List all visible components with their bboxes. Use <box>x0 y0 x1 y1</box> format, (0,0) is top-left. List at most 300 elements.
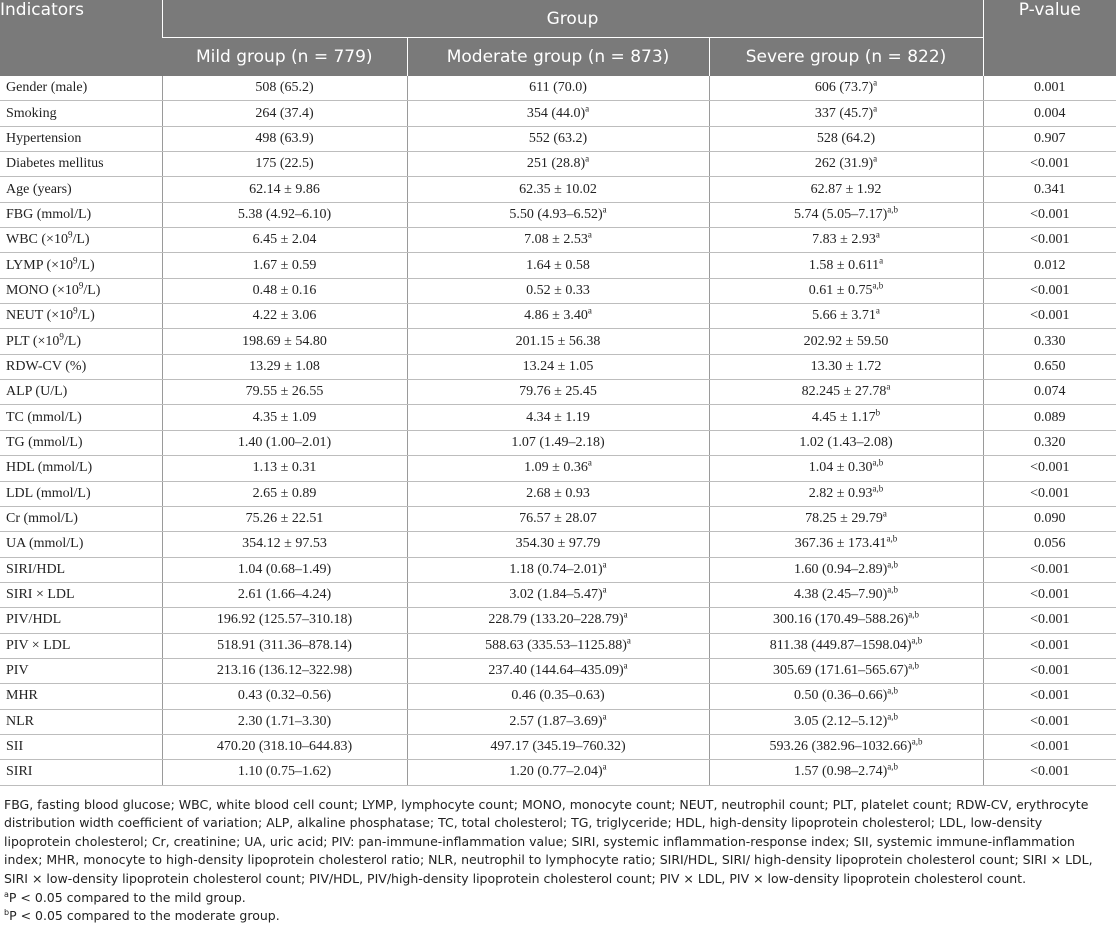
table-row <box>0 152 1116 177</box>
moderate-value: 611 (70.0) <box>529 80 587 96</box>
p-value-cell <box>983 506 1116 531</box>
severe-value: 5.66 ± 3.71 <box>812 308 876 324</box>
indicator-unit: /L) <box>63 333 82 349</box>
moderate-value: 4.34 ± 1.19 <box>526 409 590 425</box>
severe-value: 4.38 (2.45–7.90) <box>793 587 888 603</box>
mild-value-cell <box>162 354 407 379</box>
footnote-b-text: P < 0.05 compared to the moderate group. <box>9 908 280 924</box>
p-value: <0.001 <box>1030 308 1070 324</box>
indicator-cell <box>0 202 162 227</box>
mild-value-cell <box>162 456 407 481</box>
indicator-cell <box>0 329 162 354</box>
indicator-cell <box>0 582 162 607</box>
indicator-cell <box>0 608 162 633</box>
table-row <box>0 76 1116 101</box>
indicator-cell <box>0 228 162 253</box>
moderate-value: 0.52 ± 0.33 <box>526 282 590 298</box>
severe-value-cell <box>709 481 983 506</box>
severe-value: 4.45 ± 1.17 <box>811 409 876 425</box>
significance-mark: a,b <box>872 280 884 291</box>
indicator-label: UA (mmol/L) <box>6 536 84 552</box>
mild-value: 1.10 (0.75–1.62) <box>237 764 332 780</box>
table-row <box>0 278 1116 303</box>
header-mild-group: Mild group (n = 779) <box>162 38 407 77</box>
indicator-cell <box>0 557 162 582</box>
indicator-label: FBG (mmol/L) <box>6 206 92 222</box>
indicator-label: PLT (×10 <box>6 333 60 349</box>
severe-value-cell <box>709 430 983 455</box>
moderate-value: 1.07 (1.49–2.18) <box>511 434 605 450</box>
indicator-cell <box>0 633 162 658</box>
p-value-cell <box>983 304 1116 329</box>
severe-value-cell <box>709 228 983 253</box>
significance-mark: a <box>623 660 628 671</box>
moderate-value: 2.68 ± 0.93 <box>526 485 590 501</box>
severe-value-cell <box>709 76 983 101</box>
p-value-cell <box>983 430 1116 455</box>
p-value-cell <box>983 152 1116 177</box>
significance-mark: a <box>879 254 884 265</box>
p-value: <0.001 <box>1030 688 1070 704</box>
indicator-label: MHR <box>6 688 38 704</box>
p-value: <0.001 <box>1030 612 1070 628</box>
indicator-label: Hypertension <box>6 130 82 146</box>
indicator-exponent: 9 <box>67 229 73 240</box>
significance-mark: a <box>873 153 878 164</box>
mild-value-cell <box>162 202 407 227</box>
table-row <box>0 101 1116 126</box>
indicator-unit: /L) <box>77 308 95 324</box>
significance-mark: a,b <box>872 457 884 468</box>
header-group: Group <box>162 0 983 38</box>
significance-mark: a,b <box>872 483 884 494</box>
indicator-unit: /L) <box>72 232 90 248</box>
severe-value: 305.69 (171.61–565.67) <box>772 663 909 679</box>
moderate-value-cell <box>407 456 709 481</box>
moderate-value: 354 (44.0) <box>526 105 586 121</box>
severe-value: 3.05 (2.12–5.12) <box>793 713 888 729</box>
mild-value: 196.92 (125.57–310.18) <box>216 612 353 628</box>
severe-value-cell <box>709 684 983 709</box>
mild-value-cell <box>162 557 407 582</box>
significance-mark: a,b <box>887 204 899 215</box>
indicator-unit: /L) <box>83 282 101 298</box>
severe-value: 13.30 ± 1.72 <box>810 358 882 374</box>
moderate-value: 5.50 (4.93–6.52) <box>509 206 603 222</box>
mild-value-cell <box>162 684 407 709</box>
severe-value-cell <box>709 658 983 683</box>
indicator-cell <box>0 506 162 531</box>
p-value-cell <box>983 633 1116 658</box>
indicator-cell <box>0 456 162 481</box>
severe-value-cell <box>709 405 983 430</box>
mild-value-cell <box>162 506 407 531</box>
p-value: 0.056 <box>1034 536 1066 552</box>
moderate-value-cell <box>407 177 709 202</box>
table-row <box>0 709 1116 734</box>
mild-value: 498 (63.9) <box>255 130 314 146</box>
indicator-label: Cr (mmol/L) <box>6 511 78 527</box>
mild-value-cell <box>162 177 407 202</box>
mild-value: 198.69 ± 54.80 <box>242 333 327 349</box>
mild-value: 1.13 ± 0.31 <box>252 460 317 476</box>
moderate-value: 3.02 (1.84–5.47) <box>509 587 603 603</box>
indicator-cell <box>0 152 162 177</box>
severe-value: 5.74 (5.05–7.17) <box>793 206 888 222</box>
mild-value-cell <box>162 532 407 557</box>
moderate-value-cell <box>407 481 709 506</box>
mild-value: 2.65 ± 0.89 <box>252 485 317 501</box>
significance-mark: a,b <box>887 559 899 570</box>
severe-value: 202.92 ± 59.50 <box>803 333 889 349</box>
indicator-label: SIRI × LDL <box>6 587 75 603</box>
p-value: <0.001 <box>1030 282 1070 298</box>
p-value: <0.001 <box>1030 663 1070 679</box>
indicator-cell <box>0 253 162 278</box>
mild-value: 175 (22.5) <box>255 156 314 172</box>
severe-value-cell <box>709 582 983 607</box>
table-row <box>0 354 1116 379</box>
severe-value-cell <box>709 557 983 582</box>
p-value: <0.001 <box>1030 587 1070 603</box>
indicator-label: WBC (×10 <box>6 232 68 248</box>
moderate-value-cell <box>407 354 709 379</box>
table-row <box>0 608 1116 633</box>
p-value-cell <box>983 76 1116 101</box>
indicator-label: TG (mmol/L) <box>6 434 83 450</box>
table-row <box>0 633 1116 658</box>
moderate-value: 552 (63.2) <box>528 130 588 146</box>
p-value-cell <box>983 456 1116 481</box>
mild-value: 508 (65.2) <box>255 80 314 96</box>
moderate-value: 76.57 ± 28.07 <box>519 511 597 527</box>
p-value-cell <box>983 278 1116 303</box>
p-value-cell <box>983 709 1116 734</box>
table-row <box>0 177 1116 202</box>
indicator-label: Smoking <box>6 105 57 121</box>
severe-value: 1.60 (0.94–2.89) <box>793 561 888 577</box>
indicator-cell <box>0 278 162 303</box>
table-row <box>0 684 1116 709</box>
mild-value: 1.40 (1.00–2.01) <box>237 434 332 450</box>
severe-value: 7.83 ± 2.93 <box>812 232 876 248</box>
table-row <box>0 582 1116 607</box>
severe-value-cell <box>709 506 983 531</box>
moderate-value: 251 (28.8) <box>526 156 586 172</box>
mild-value-cell <box>162 329 407 354</box>
moderate-value: 2.57 (1.87–3.69) <box>509 713 603 729</box>
mild-value-cell <box>162 658 407 683</box>
p-value: 0.341 <box>1034 181 1066 197</box>
table-row <box>0 532 1116 557</box>
severe-value-cell <box>709 126 983 151</box>
indicator-cell <box>0 76 162 101</box>
indicator-label: PIV/HDL <box>6 612 62 628</box>
p-value: 0.907 <box>1034 130 1066 146</box>
p-value-cell <box>983 126 1116 151</box>
indicator-label: NLR <box>6 713 34 729</box>
p-value-cell <box>983 557 1116 582</box>
table-row <box>0 557 1116 582</box>
moderate-value-cell <box>407 278 709 303</box>
mild-value: 354.12 ± 97.53 <box>242 536 327 552</box>
table-row <box>0 658 1116 683</box>
mild-value-cell <box>162 278 407 303</box>
moderate-value-cell <box>407 608 709 633</box>
p-value: <0.001 <box>1030 739 1070 755</box>
table-row <box>0 760 1116 785</box>
severe-value: 1.04 ± 0.30 <box>808 460 873 476</box>
moderate-value-cell <box>407 253 709 278</box>
p-value: <0.001 <box>1030 561 1070 577</box>
mild-value-cell <box>162 608 407 633</box>
header-p-value: P-value <box>983 0 1116 76</box>
table-row <box>0 329 1116 354</box>
table-body <box>0 76 1116 785</box>
mild-value-cell <box>162 126 407 151</box>
table-row <box>0 506 1116 531</box>
moderate-value-cell <box>407 101 709 126</box>
mild-value: 264 (37.4) <box>255 105 314 121</box>
moderate-value: 201.15 ± 56.38 <box>515 333 601 349</box>
significance-mark: a <box>873 77 878 88</box>
indicator-label: PIV <box>6 663 29 679</box>
mild-value: 5.38 (4.92–6.10) <box>237 206 332 222</box>
table-row <box>0 405 1116 430</box>
mild-value-cell <box>162 101 407 126</box>
p-value: <0.001 <box>1030 156 1070 172</box>
p-value-cell <box>983 481 1116 506</box>
mild-value: 6.45 ± 2.04 <box>252 232 317 248</box>
moderate-value: 1.20 (0.77–2.04) <box>509 764 603 780</box>
significance-mark: a <box>602 204 607 215</box>
table-row <box>0 253 1116 278</box>
p-value: <0.001 <box>1030 232 1070 248</box>
severe-value: 2.82 ± 0.93 <box>808 485 873 501</box>
mild-value: 2.30 (1.71–3.30) <box>237 713 332 729</box>
significance-mark: a <box>875 305 880 316</box>
table-row <box>0 304 1116 329</box>
severe-value-cell <box>709 709 983 734</box>
moderate-value: 1.18 (0.74–2.01) <box>509 561 603 577</box>
indicator-cell <box>0 481 162 506</box>
significance-mark: a,b <box>908 660 920 671</box>
significance-mark: a,b <box>887 584 899 595</box>
significance-mark: a,b <box>887 761 899 772</box>
moderate-value: 0.46 (0.35–0.63) <box>511 688 605 704</box>
severe-value-cell <box>709 202 983 227</box>
indicator-label: Gender (male) <box>6 80 88 96</box>
abbreviations-note: FBG, fasting blood glucose; WBC, white blood cell count; LYMP, lymphocyte count; MONO, monocyte count; NEUT, neutrophil count; PLT, platelet count; RDW-CV, erythrocyte distribution width coefficient of variation; ALP, alkaline phosphatase; TC, total cholesterol; TG, triglyceride; HDL, high-density lipoprotein cholesterol; LDL, low-density lipoprotein cholesterol; Cr, creatinine; UA, uric acid; PIV: pan-immune-inflammation value; SIRI, systemic inflammation-response index; SII, systemic immune-inflammation index; MHR, monocyte to high-density lipoprotein cholesterol ratio; NLR, neutrophil to lymphocyte ratio; SIRI/HDL, SIRI/ high-density lipoprotein cholesterol count; SIRI × LDL, SIRI × low-density lipoprotein cholesterol count; PIV/HDL, PIV/high-density lipoprotein cholesterol count; PIV × LDL, PIV × low-density lipoprotein cholesterol count. <box>4 796 1093 886</box>
moderate-value-cell <box>407 557 709 582</box>
indicator-cell <box>0 405 162 430</box>
indicator-cell <box>0 684 162 709</box>
significance-mark: a <box>602 761 607 772</box>
severe-value: 367.36 ± 173.41 <box>794 536 887 552</box>
mild-value: 13.29 ± 1.08 <box>249 358 320 374</box>
p-value: 0.320 <box>1034 434 1066 450</box>
p-value-cell <box>983 354 1116 379</box>
severe-value: 593.26 (382.96–1032.66) <box>769 739 912 755</box>
p-value: 0.089 <box>1034 409 1066 425</box>
moderate-value-cell <box>407 633 709 658</box>
mild-value: 0.48 ± 0.16 <box>252 282 317 298</box>
indicator-cell <box>0 177 162 202</box>
footnote-b-mark: b <box>4 908 10 918</box>
significance-mark: a <box>602 711 607 722</box>
significance-mark: a,b <box>886 533 898 544</box>
moderate-value-cell <box>407 304 709 329</box>
footnote-b <box>4 907 1112 926</box>
mild-value: 470.20 (318.10–644.83) <box>216 739 353 755</box>
mild-value: 4.35 ± 1.09 <box>252 409 317 425</box>
moderate-value-cell <box>407 734 709 759</box>
indicator-label: LDL (mmol/L) <box>6 485 91 501</box>
moderate-value-cell <box>407 126 709 151</box>
mild-value-cell <box>162 582 407 607</box>
severe-value: 1.58 ± 0.611 <box>808 257 880 273</box>
p-value: <0.001 <box>1030 713 1070 729</box>
indicator-label: RDW-CV (%) <box>6 358 87 374</box>
mild-value-cell <box>162 430 407 455</box>
p-value-cell <box>983 405 1116 430</box>
mild-value-cell <box>162 633 407 658</box>
p-value-cell <box>983 253 1116 278</box>
p-value: <0.001 <box>1030 485 1070 501</box>
indicator-label: Diabetes mellitus <box>6 156 104 172</box>
significance-mark: a <box>587 229 592 240</box>
severe-value-cell <box>709 152 983 177</box>
significance-mark: b <box>875 406 881 417</box>
moderate-value-cell <box>407 405 709 430</box>
mild-value: 518.91 (311.36–878.14) <box>217 637 352 653</box>
table-row <box>0 380 1116 405</box>
p-value-cell <box>983 734 1116 759</box>
indicator-label: SIRI <box>6 764 33 780</box>
mild-value: 0.43 (0.32–0.56) <box>237 688 332 704</box>
mild-value: 75.26 ± 22.51 <box>245 511 324 527</box>
moderate-value: 588.63 (335.53–1125.88) <box>485 637 627 653</box>
indicator-cell <box>0 380 162 405</box>
mild-value-cell <box>162 709 407 734</box>
indicator-label: MONO (×10 <box>6 282 79 298</box>
p-value-cell <box>983 582 1116 607</box>
significance-mark: a <box>602 584 607 595</box>
p-value-cell <box>983 532 1116 557</box>
severe-value: 1.57 (0.98–2.74) <box>793 764 888 780</box>
mild-value-cell <box>162 304 407 329</box>
indicator-label: LYMP (×10 <box>6 257 74 273</box>
header-indicators: Indicators <box>0 0 162 76</box>
mild-value: 213.16 (136.12–322.98) <box>216 663 353 679</box>
mild-value-cell <box>162 380 407 405</box>
severe-value: 0.61 ± 0.75 <box>808 282 873 298</box>
severe-value-cell <box>709 608 983 633</box>
p-value: 0.004 <box>1034 105 1066 121</box>
significance-mark: a <box>623 609 628 620</box>
p-value-cell <box>983 101 1116 126</box>
severe-value-cell <box>709 304 983 329</box>
mild-value: 79.55 ± 26.55 <box>245 384 324 400</box>
indicator-cell <box>0 304 162 329</box>
mild-value-cell <box>162 481 407 506</box>
mild-value: 62.14 ± 9.86 <box>249 181 320 197</box>
p-value: <0.001 <box>1030 206 1070 222</box>
table-row <box>0 734 1116 759</box>
mild-value-cell <box>162 253 407 278</box>
severe-value: 62.87 ± 1.92 <box>810 181 882 197</box>
moderate-value: 7.08 ± 2.53 <box>524 232 588 248</box>
p-value: <0.001 <box>1030 764 1070 780</box>
significance-mark: a,b <box>908 609 920 620</box>
indicator-cell <box>0 354 162 379</box>
moderate-value-cell <box>407 380 709 405</box>
significance-mark: a <box>873 102 878 113</box>
mild-value: 1.04 (0.68–1.49) <box>237 561 332 577</box>
p-value-cell <box>983 380 1116 405</box>
indicator-unit: /L) <box>77 257 95 273</box>
p-value-cell <box>983 329 1116 354</box>
mild-value: 1.67 ± 0.59 <box>252 257 317 273</box>
mild-value-cell <box>162 152 407 177</box>
severe-value: 262 (31.9) <box>814 156 874 172</box>
severe-value-cell <box>709 278 983 303</box>
moderate-value: 62.35 ± 10.02 <box>519 181 597 197</box>
moderate-value-cell <box>407 760 709 785</box>
mild-value-cell <box>162 405 407 430</box>
indicator-cell <box>0 126 162 151</box>
significance-mark: a <box>602 559 607 570</box>
moderate-value-cell <box>407 76 709 101</box>
indicator-label: PIV × LDL <box>6 637 71 653</box>
severe-value-cell <box>709 101 983 126</box>
p-value: 0.074 <box>1034 384 1066 400</box>
significance-mark: a <box>626 635 631 646</box>
significance-mark: a,b <box>911 736 923 747</box>
p-value: 0.001 <box>1034 80 1066 96</box>
significance-mark: a,b <box>887 685 899 696</box>
indicator-label: HDL (mmol/L) <box>6 460 93 476</box>
p-value: 0.012 <box>1034 257 1066 273</box>
indicator-cell <box>0 658 162 683</box>
table-row <box>0 126 1116 151</box>
p-value-cell <box>983 202 1116 227</box>
indicator-cell <box>0 709 162 734</box>
p-value-cell <box>983 684 1116 709</box>
footnote-a-mark: a <box>4 889 9 899</box>
moderate-value: 228.79 (133.20–228.79) <box>488 612 624 628</box>
severe-value-cell <box>709 380 983 405</box>
moderate-value: 13.24 ± 1.05 <box>522 358 594 374</box>
indicator-label: TC (mmol/L) <box>6 409 82 425</box>
severe-value-cell <box>709 253 983 278</box>
table-row <box>0 456 1116 481</box>
moderate-value-cell <box>407 658 709 683</box>
significance-mark: a <box>585 102 590 113</box>
indicator-label: SII <box>6 739 24 755</box>
significance-mark: a <box>886 381 891 392</box>
indicator-label: ALP (U/L) <box>6 384 68 400</box>
severe-value: 606 (73.7) <box>814 80 874 96</box>
significance-mark: a <box>875 229 880 240</box>
severe-value: 337 (45.7) <box>814 105 874 121</box>
table-row <box>0 430 1116 455</box>
moderate-value: 237.40 (144.64–435.09) <box>488 663 624 679</box>
moderate-value-cell <box>407 684 709 709</box>
header-moderate-group: Moderate group (n = 873) <box>407 38 709 77</box>
moderate-value: 4.86 ± 3.40 <box>524 308 588 324</box>
indicator-exponent: 9 <box>78 280 84 291</box>
